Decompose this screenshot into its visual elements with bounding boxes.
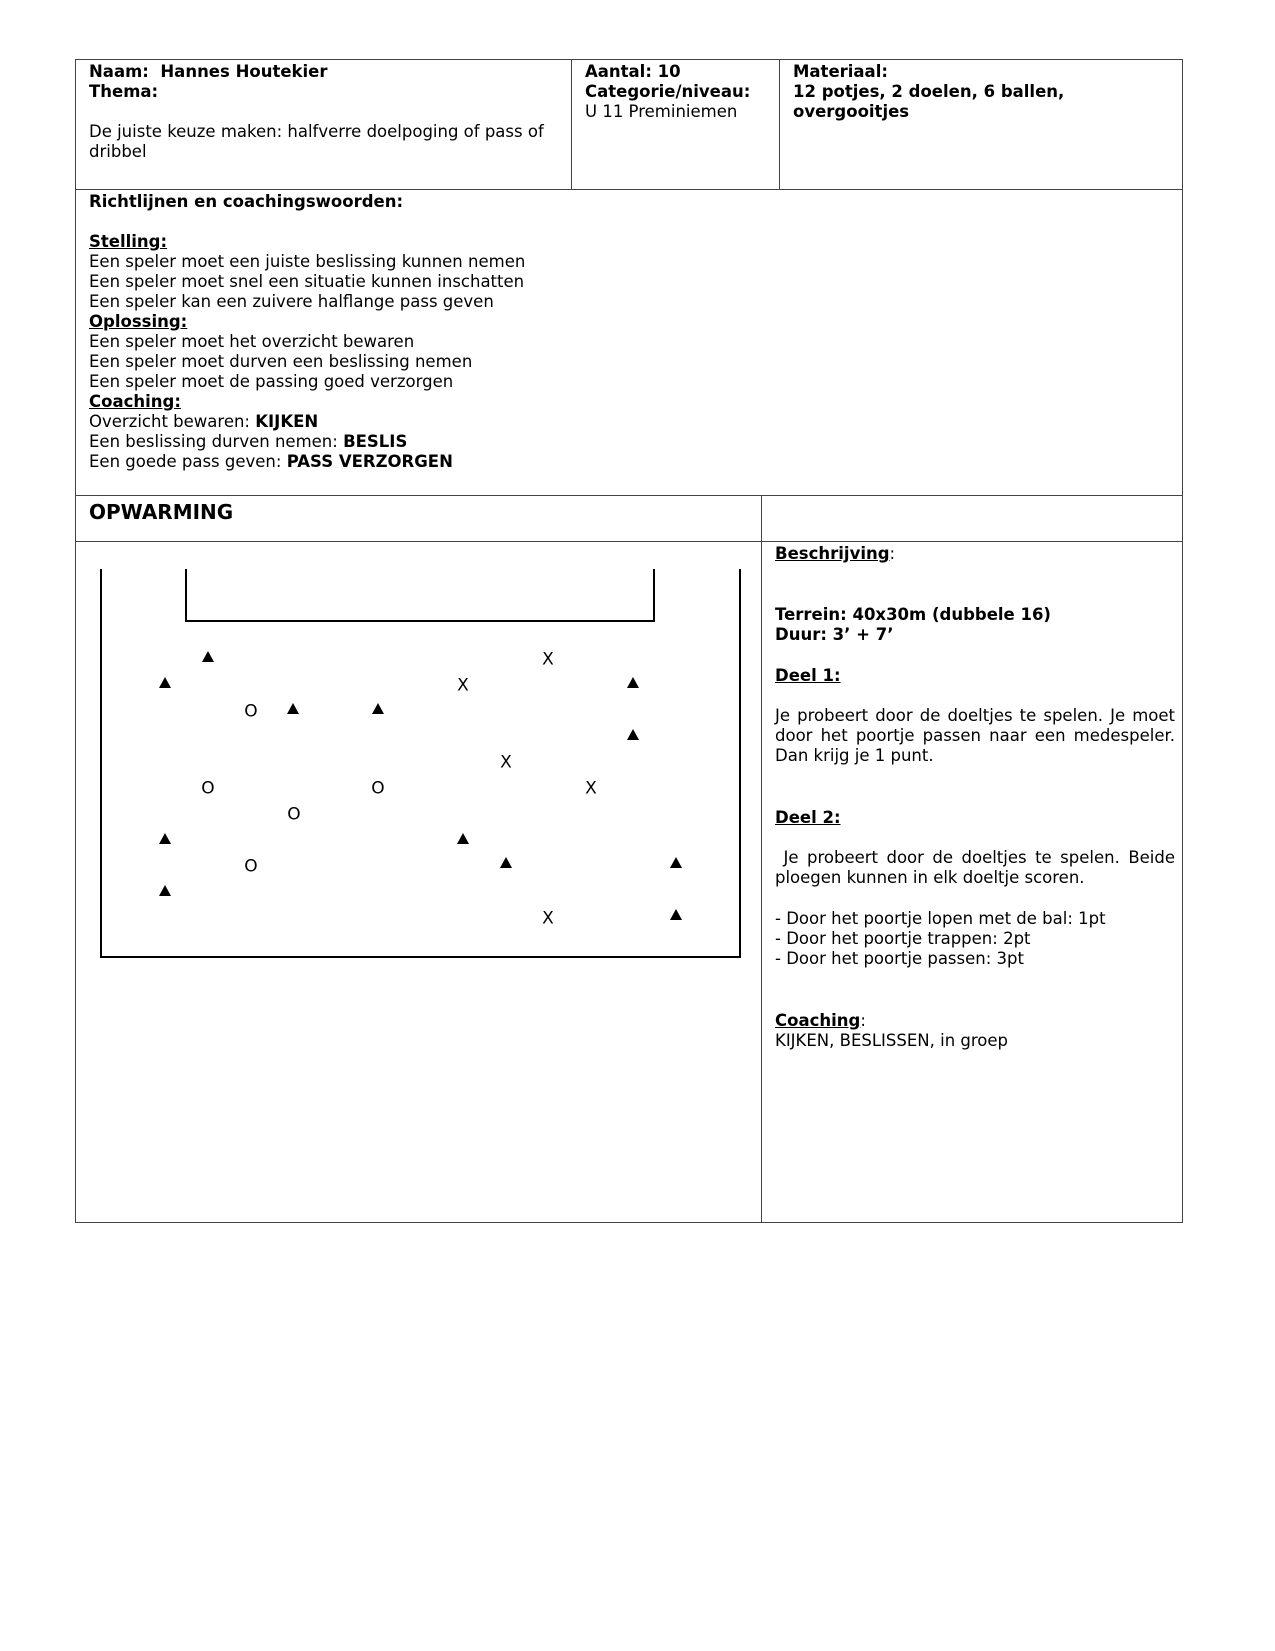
cone-icon <box>372 703 384 714</box>
cone-icon <box>627 677 639 688</box>
punten-line-2: - Door het poortje trappen: 2pt <box>775 929 1031 948</box>
cone-icon <box>159 885 171 896</box>
coaching-line-1 <box>89 412 318 432</box>
naam-line <box>89 62 328 82</box>
stelling-line-1: Een speler moet een juiste beslissing kunnen nemen <box>89 252 526 271</box>
deel1-title: Deel 1: <box>775 666 841 685</box>
categorie-label: Categorie/niveau: <box>585 82 751 101</box>
field-right-line <box>739 569 741 957</box>
beschrijving-coaching-colon: : <box>860 1011 866 1030</box>
cone-icon <box>457 833 469 844</box>
punten-line-1: - Door het poortje lopen met de bal: 1pt <box>775 909 1106 928</box>
stelling-line-3: Een speler kan een zuivere halflange pass geven <box>89 292 494 311</box>
player-x-marker: X <box>542 908 554 929</box>
deel2-text: Je probeert door de doeltjes te spelen. Beide ploegen kunnen in elk doeltje scoren. <box>775 848 1181 887</box>
coaching-line-2-keyword: BESLIS <box>343 432 408 451</box>
beschrijving-colon: : <box>889 544 896 563</box>
thema-label: Thema: <box>89 82 159 101</box>
cone-icon <box>627 729 639 740</box>
coaching-line-2 <box>89 432 407 452</box>
thema-value: De juiste keuze maken: halfverre doelpoging of pass of dribbel <box>89 122 544 161</box>
player-o-marker: O <box>201 778 215 799</box>
duur-text: Duur: 3’ + 7’ <box>775 625 894 644</box>
materiaal-label: Materiaal: <box>793 62 888 81</box>
punten-line-3: - Door het poortje passen: 3pt <box>775 949 1024 968</box>
field-bottom-line <box>100 956 741 958</box>
terrein-text: Terrein: 40x30m (dubbele 16) <box>775 605 1051 624</box>
section-empty-cell <box>761 495 1183 542</box>
stelling-title: Stelling: <box>89 232 168 251</box>
player-o-marker: O <box>244 701 258 722</box>
deel1-text: Je probeert door de doeltjes te spelen. Je moet door het poortje passen naar een medespeler. Dan krijg je 1 punt. <box>775 706 1175 765</box>
coaching-line-1-keyword: KIJKEN <box>255 412 319 431</box>
stelling-line-2: Een speler moet snel een situatie kunnen inschatten <box>89 272 525 291</box>
beschrijving-coaching-text: KIJKEN, BESLISSEN, in groep <box>775 1031 1009 1050</box>
coaching-line-2-text: Een beslissing durven nemen: <box>89 432 344 451</box>
coaching-line-1-text: Overzicht bewaren: <box>89 412 256 431</box>
player-x-marker: X <box>542 649 554 670</box>
cone-icon <box>670 909 682 920</box>
goal-bar <box>185 620 655 622</box>
cone-icon <box>159 833 171 844</box>
goal-left-post <box>185 569 187 621</box>
cone-icon <box>202 651 214 662</box>
deel2-title: Deel 2: <box>775 808 841 827</box>
player-o-marker: O <box>244 856 258 877</box>
cone-icon <box>287 703 299 714</box>
coaching-line-3-keyword: PASS VERZORGEN <box>286 452 453 471</box>
beschrijving-heading <box>775 544 895 564</box>
player-o-marker: O <box>287 804 301 825</box>
cone-icon <box>500 857 512 868</box>
cone-icon <box>670 857 682 868</box>
oplossing-line-1: Een speler moet het overzicht bewaren <box>89 332 415 351</box>
aantal-label: Aantal: 10 <box>585 62 681 81</box>
materiaal-value: 12 potjes, 2 doelen, 6 ballen, overgooitjes <box>793 82 1065 121</box>
coaching-title: Coaching: <box>89 392 181 411</box>
beschrijving-coaching-heading <box>775 1011 866 1031</box>
oplossing-title: Oplossing: <box>89 312 188 331</box>
goal-right-post <box>653 569 655 621</box>
categorie-value: U 11 Preminiemen <box>585 102 738 121</box>
coaching-line-3-text: Een goede pass geven: <box>89 452 287 471</box>
section-title: OPWARMING <box>89 500 234 524</box>
beschrijving-coaching-title: Coaching <box>775 1011 861 1030</box>
field-left-line <box>100 569 102 957</box>
player-o-marker: O <box>371 778 385 799</box>
coaching-line-3 <box>89 452 453 472</box>
player-x-marker: X <box>500 752 512 773</box>
player-x-marker: X <box>585 778 597 799</box>
cone-icon <box>159 677 171 688</box>
player-x-marker: X <box>457 675 469 696</box>
diagram-cell <box>75 541 762 1223</box>
naam-label: Naam: <box>89 62 149 81</box>
naam-value: Hannes Houtekier <box>160 62 328 81</box>
oplossing-line-2: Een speler moet durven een beslissing nemen <box>89 352 473 371</box>
beschrijving-title: Beschrijving <box>775 544 890 563</box>
oplossing-line-3: Een speler moet de passing goed verzorgen <box>89 372 454 391</box>
richtlijnen-title: Richtlijnen en coachingswoorden: <box>89 192 404 211</box>
